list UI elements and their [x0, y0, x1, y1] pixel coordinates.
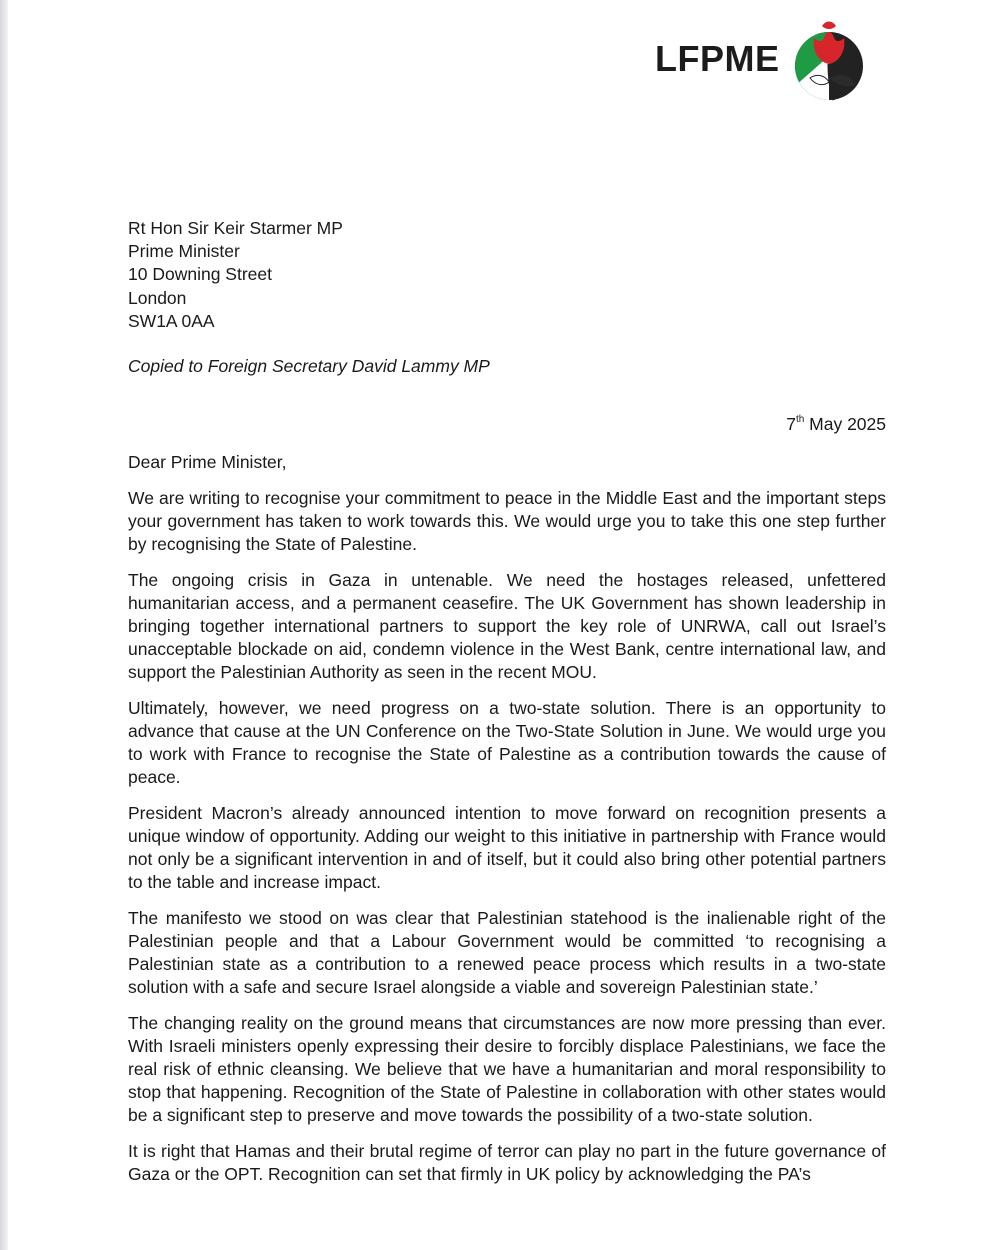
body-paragraph: The changing reality on the ground means that circumstances are now more pressing than ever. With Israeli ministers openly expressing their desire to forcibly displace Palestinians, we face the real risk of ethnic cleansing. We believe that we have a humanitarian and moral responsibility to stop that happening. Recognition of the State of Palestine in collaboration with other states would be a significant step to preserve and move towards the possibility of a two-state solution.	[128, 1012, 886, 1126]
page-edge-shadow	[0, 0, 8, 1250]
date-rest: May 2025	[804, 414, 886, 434]
rose-flag-icon	[786, 16, 872, 102]
organisation-logo	[655, 14, 872, 104]
logo-text: LFPME	[655, 38, 780, 79]
body-paragraph: Ultimately, however, we need progress on a two-state solution. There is an opportunity to advance that cause at the UN Conference on the Two-State Solution in June. We would urge you to work with France to recognise the State of Palestine as a contribution towards the cause of peace.	[128, 697, 886, 788]
letter-body	[128, 487, 886, 1199]
address-line: 10 Downing Street	[128, 264, 272, 285]
address-line: SW1A 0AA	[128, 310, 215, 331]
address-line: Rt Hon Sir Keir Starmer MP	[128, 218, 343, 238]
body-paragraph: The manifesto we stood on was clear that Palestinian statehood is the inalienable right of the Palestinian people and that a Labour Government would be committed ‘to recognising a Palestinian state as a contribution to a renewed peace process which results in a two-state solution with a safe and secure Israel alongside a viable and sovereign Palestinian state.’	[128, 907, 886, 998]
date-day: 7	[786, 414, 796, 434]
body-paragraph: President Macron’s already announced intention to move forward on recognition presents a unique window of opportunity. Adding our weight to this initiative in partnership with France would not only be a significant intervention in and of itself, but it could also bring other potential partners to the table and increase impact.	[128, 802, 886, 893]
date-suffix: th	[795, 414, 805, 426]
letter-date	[786, 414, 886, 435]
body-paragraph: The ongoing crisis in Gaza in untenable. We need the hostages released, unfettered humanitarian access, and a permanent ceasefire. The UK Government has shown leadership in bringing together international partners to support the key role of UNRWA, call out Israel’s unacceptable blockade on aid, condemn violence in the West Bank, centre international law, and support the Palestinian Authority as seen in the recent MOU.	[128, 569, 886, 683]
address-line: Prime Minister	[128, 241, 240, 262]
recipient-address	[128, 217, 343, 333]
copied-to-line: Copied to Foreign Secretary David Lammy MP	[128, 356, 490, 376]
address-line: London	[128, 287, 187, 308]
body-paragraph: It is right that Hamas and their brutal regime of terror can play no part in the future governance of Gaza or the OPT. Recognition can set that firmly in UK policy by acknowledging the PA’s	[128, 1140, 886, 1184]
salutation: Dear Prime Minister,	[128, 452, 287, 472]
body-paragraph: We are writing to recognise your commitment to peace in the Middle East and the important steps your government has taken to work towards this. We would urge you to take this one step further by recognising the State of Palestine.	[128, 488, 886, 555]
